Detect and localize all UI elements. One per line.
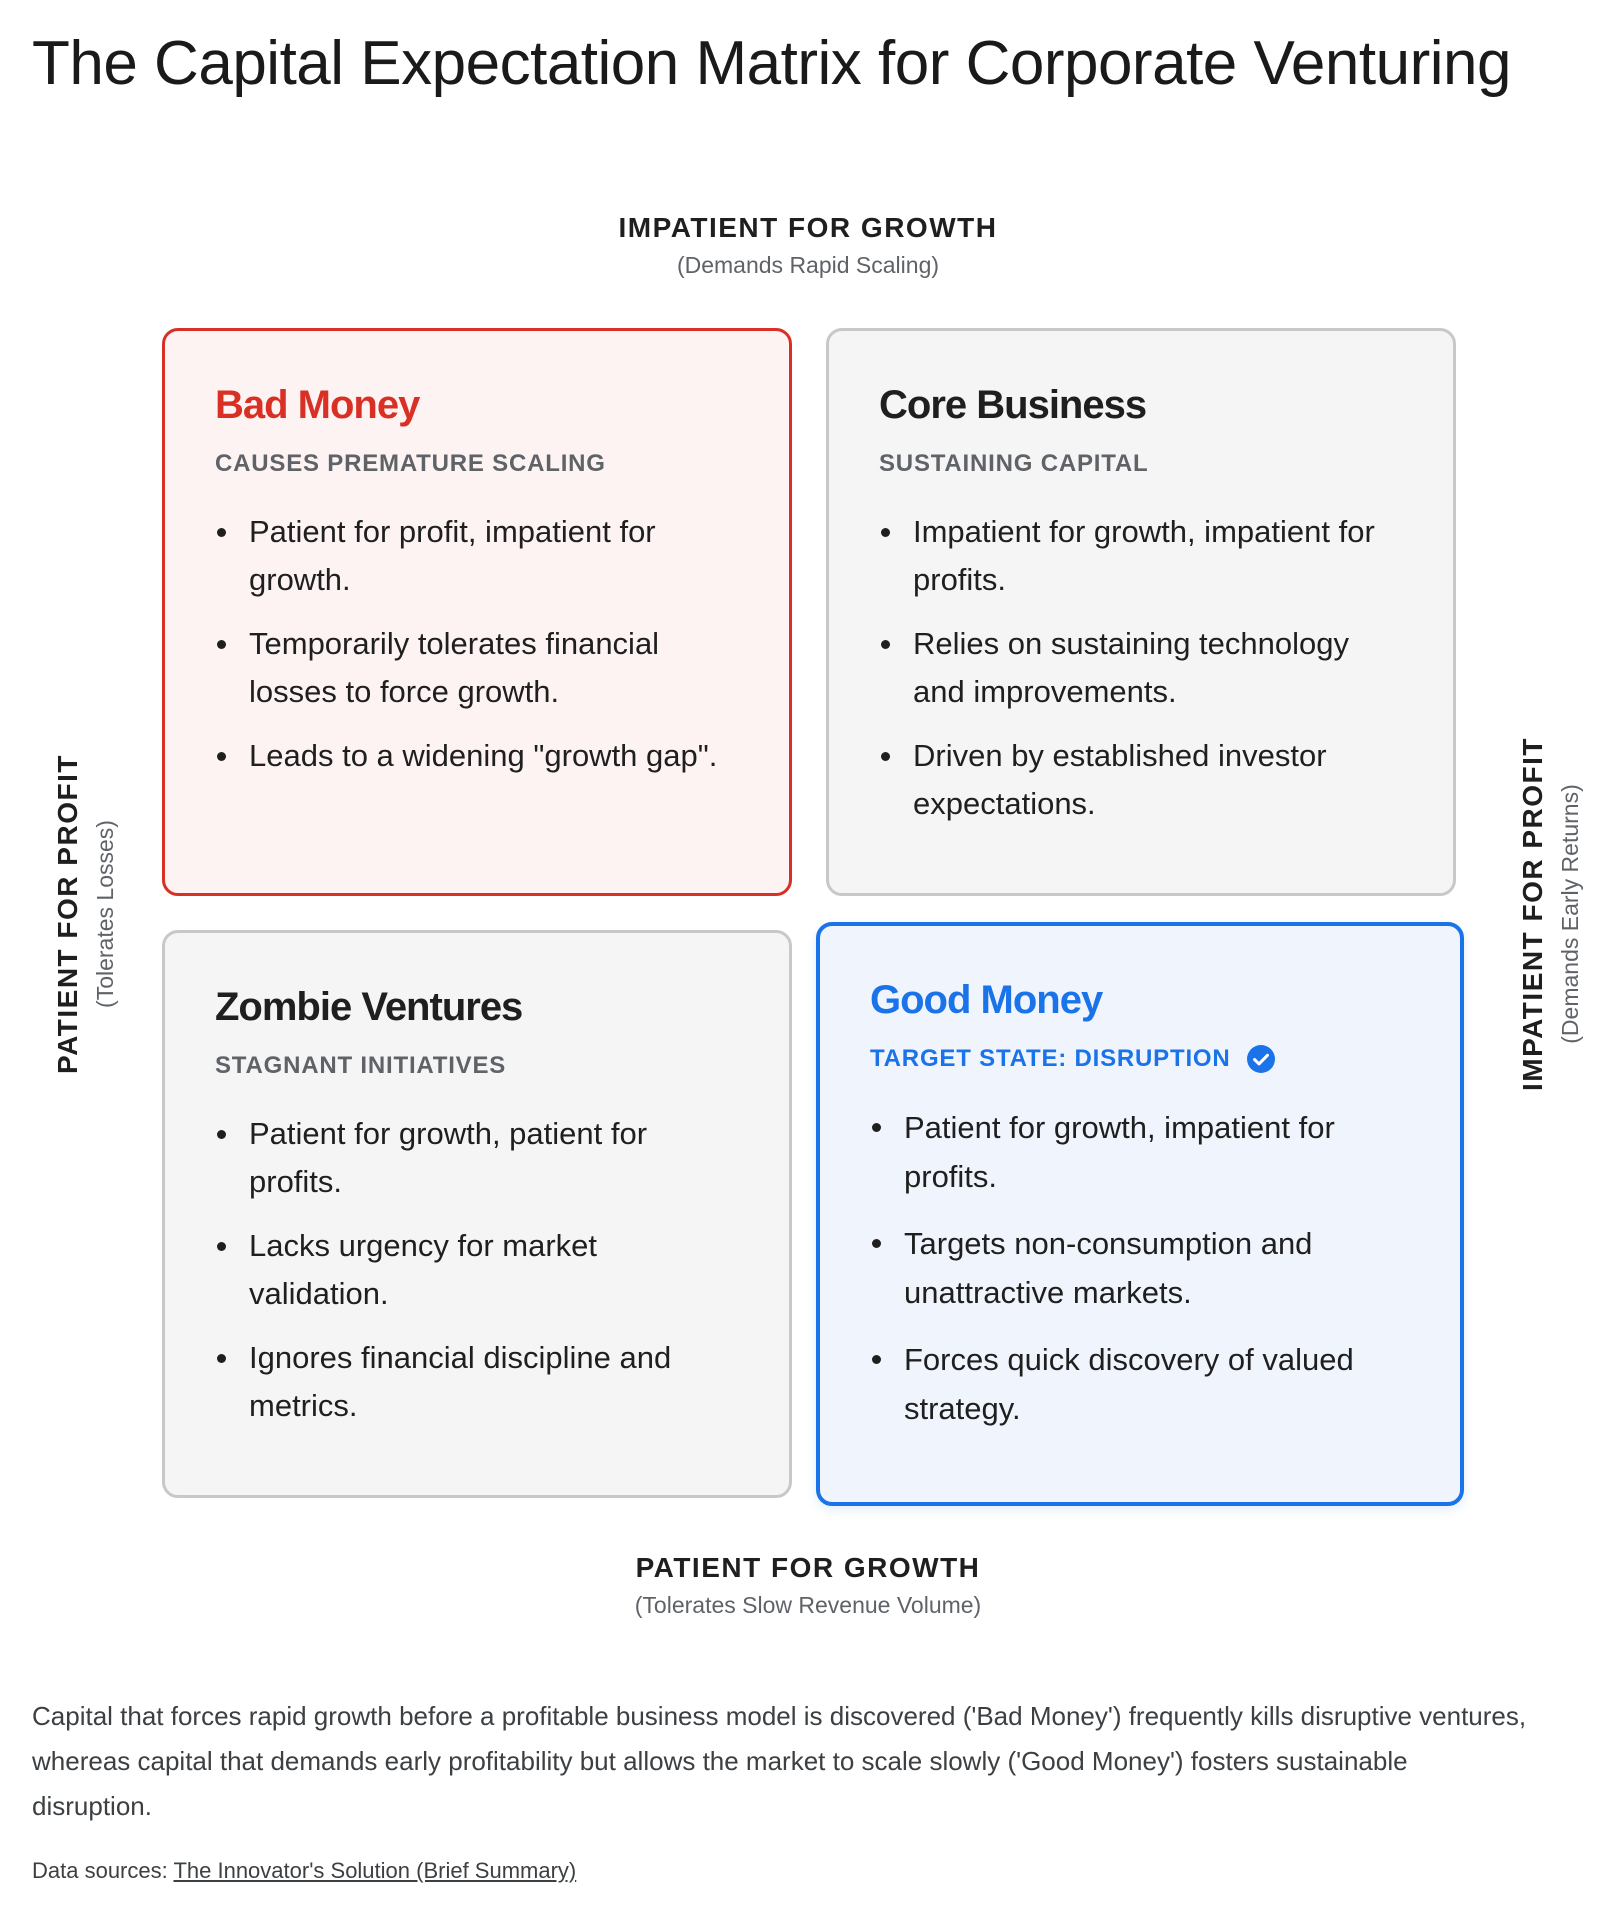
sources-prefix: Data sources: [32, 1858, 168, 1883]
bullet-icon [872, 1355, 881, 1364]
list-item: Patient for growth, patient for profits. [215, 1110, 739, 1206]
quadrant-bullets [879, 508, 1403, 828]
list-item: Impatient for growth, impatient for profits. [879, 508, 1403, 604]
quadrant-core-business [826, 328, 1456, 896]
bullet-icon [217, 528, 226, 537]
list-item: Driven by established investor expectations. [879, 732, 1403, 828]
quadrant-subtitle: CAUSES PREMATURE SCALING [215, 450, 606, 477]
quadrant-bullets [215, 508, 739, 780]
axis-bottom-sublabel: (Tolerates Slow Revenue Volume) [634, 1592, 982, 1618]
bullet-icon [217, 752, 226, 761]
quadrant-bullets [870, 1103, 1410, 1433]
axis-top-label: IMPATIENT FOR GROWTH [618, 212, 998, 243]
bullet-icon [881, 528, 890, 537]
bullet-icon [217, 640, 226, 649]
check-circle-icon [1247, 1045, 1275, 1073]
list-item: Temporarily tolerates financial losses to force growth. [215, 620, 739, 716]
quadrant-zombie-ventures [162, 930, 792, 1498]
bullet-icon [872, 1239, 881, 1248]
axis-right [1517, 714, 1597, 1114]
quadrant-subtitle: TARGET STATE: DISRUPTION [870, 1045, 1410, 1073]
quadrant-bad-money [162, 328, 792, 896]
caption: Capital that forces rapid growth before a profitable business model is discovered ('Bad Money') frequently kills disruptive ventures, whereas capital that demands early profitability but allows the market to scale slowly ('Good Money') fosters sustainable disruption. [32, 1701, 1527, 1821]
quadrant-title: Good Money [870, 978, 1103, 1022]
list-item: Patient for profit, impatient for growth. [215, 508, 739, 604]
quadrant-bullets [215, 1110, 739, 1430]
quadrant-good-money [816, 922, 1464, 1506]
bullet-icon [881, 752, 890, 761]
list-item: Lacks urgency for market validation. [215, 1222, 739, 1318]
quadrant-title: Core Business [879, 383, 1147, 427]
bullet-icon [217, 1354, 226, 1363]
bullet-icon [217, 1130, 226, 1139]
data-sources [32, 1858, 576, 1884]
axis-left-sublabel: (Tolerates Losses) [92, 820, 118, 1008]
axis-right-sublabel: (Demands Early Returns) [1557, 784, 1583, 1044]
list-item: Patient for growth, impatient for profits. [870, 1103, 1410, 1201]
axis-left-label: PATIENT FOR PROFIT [52, 754, 83, 1074]
axis-top [408, 212, 1208, 279]
quadrant-subtitle: STAGNANT INITIATIVES [215, 1052, 507, 1079]
bullet-icon [217, 1242, 226, 1251]
axis-top-sublabel: (Demands Rapid Scaling) [676, 252, 940, 278]
quadrant-title: Bad Money [215, 383, 420, 427]
sources-link[interactable]: The Innovator's Solution (Brief Summary) [173, 1858, 577, 1883]
list-item: Ignores financial discipline and metrics. [215, 1334, 739, 1430]
axis-right-label: IMPATIENT FOR PROFIT [1517, 736, 1548, 1092]
bullet-icon [872, 1123, 881, 1132]
axis-bottom [408, 1552, 1208, 1619]
axis-left [52, 714, 132, 1114]
bullet-icon [881, 640, 890, 649]
quadrant-title: Zombie Ventures [215, 985, 523, 1029]
list-item: Forces quick discovery of valued strategy. [870, 1335, 1410, 1433]
quadrant-subtitle: SUSTAINING CAPITAL [879, 450, 1149, 477]
page-title: The Capital Expectation Matrix for Corporate Venturing [32, 29, 1511, 98]
list-item: Relies on sustaining technology and improvements. [879, 620, 1403, 716]
list-item: Leads to a widening "growth gap". [215, 732, 739, 780]
list-item: Targets non-consumption and unattractive markets. [870, 1219, 1410, 1317]
axis-bottom-label: PATIENT FOR GROWTH [635, 1552, 981, 1583]
